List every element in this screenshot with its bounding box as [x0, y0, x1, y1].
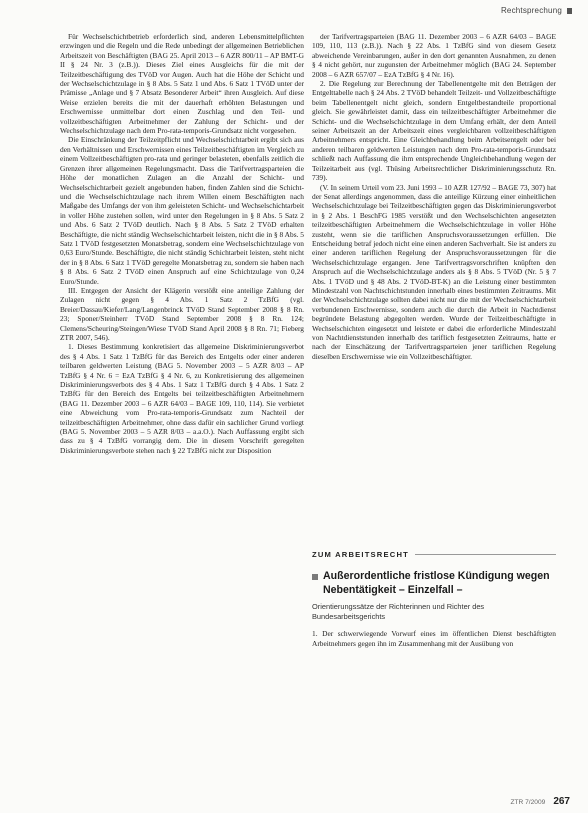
article-title-row	[312, 570, 556, 597]
article-body: 1. Der schwerwiegende Vorwurf eines im öffentlichen Dienst beschäftigten Arbeitnehmers gegen ihn im Zusammenhang mit der Ausübung von	[312, 629, 556, 648]
page-footer	[510, 796, 570, 807]
paragraph: III. Entgegen der Ansicht der Klägerin verstößt eine anteilige Zahlung der Zulagen nicht gegen § 4 Abs. 1 Satz 2 TzBfG (vgl. Breier/Dassau/Kiefer/Lang/Langenbrinck TVöD Stand September 2008 § 8 Rn. 23; Sponer/Steinherr TVöD Stand September 2008 § 8 Rn. 124; Clemens/Scheuring/Steingen/Wiese TVöD Stand April 2008 § 8 Rn. 71; Fieberg ZTR 2007, 546).	[60, 285, 304, 342]
square-bullet-icon	[312, 574, 318, 580]
page-number: 267	[553, 796, 570, 807]
paragraph: 1. Dieses Bestimmung konkretisiert das allgemeine Diskriminierungsverbot des § 4 Abs. 1 Satz 1 TzBfG für das Bereich des Entgelts oder einer anderen teilbaren geldwerten Leistung (BAG 5. November 2003 – 5 AZR 8/03 – AP TzBfG § 4 Nr. 6 = EzA TzBfG § 4 Nr. 6, zu Konkretisierung des allgemeinen Diskriminierungsverbots des § 4 Abs. 1 Satz 1 TzBfG durch § 4 Abs. 1 Satz 2 TzBfG für den Bereich des Entgelts bei teilzeitbeschäftigten Arbeitnehmern (BAG 11. Dezember 2003 – 6 AZR 64/03 – BAGE 109, 110, 114). Sie verbietet eine Abweichung vom Pro-rata-temporis-Grundsatz zum Nachteil der teilzeitbeschäftigten Arbeitnehmer, ohne dass dafür ein sachlicher Grund vorliegt (BAG 5. November 2003 – 5 AZR 8/03 – a.a.O.). Nach Auffassung ergibt sich dass zu § 4 TzBfG vorrangig dem. Die in diesem Vorschrift geregelten Diskriminierungsverbote stehen nach § 22 TzBfG nicht zur Disposition	[60, 342, 304, 455]
article-title: Außerordentliche fristlose Kündigung wegen Nebentätigkeit – Einzelfall –	[323, 570, 550, 596]
paragraph: Für Wechselschichtbetrieb erforderlich sind, anderen Lebensmittelpflichten erzwingen und die Regeln und die Rede unbedingt der allgemeinen Betrieblichen Arbeitszeit von Beschäftigten (BAG 25. April 2013 – 6 AZR 800/11 – AP BMT-G II § 24 Nr. 3 (z.B.)). Dieses Ziel eines Ausgleichs für die mit der Teilzeitbeschäftigung des TVöD vor Augen. Auch hat die Höhe der Schicht und der Wechselschichtzulage in § 8 Abs. 5 Satz 1 und Abs. 6 Satz 1 TVöD unter der Prämisse „Anlage und § 7 Absatz Besonderer Arbeit“ ihren Ausgleich. Auf diese Weise erzielen bereits die mit der dauerhaft erhöhten Belastungen und Erschwernisse unmittelbar dort einen Zuschlag und den Teil- und vollzeitbeschäftigten Arbeitnehmer der Zahlung der Schicht- und der Wechselschichtzulage nach dem Pro-rata-temporis-Grundsatz nicht vorgesehen.	[60, 32, 304, 136]
paragraph: (V. In seinem Urteil vom 23. Juni 1993 – 10 AZR 127/92 – BAGE 73, 307) hat der Senat allerdings angenommen, dass die anteilige Kürzung einer einheitlichen Wechselschichtzulage bei Teilzeitbeschäftigten gegen das Diskriminierungsverbot in § 2 Abs. 1 BeschFG 1985 verstößt und den Wechselschichten angesetzten teilzeitbeschäftigten Arbeitnehmern die Wechselschichtzulage in voller Höhe zusteht, wenn sie die tariflichen Anspruchsvoraussetzungen erfüllen. Die Entscheidung betraf jedoch nicht eine einen anderen Sachverhalt. Sie ist anders zu einer anderen tariflichen Regelung der Anspruchsvoraussetzungen für die Wechselschichtzulage ergangen. Jene Tarifvertragsvorschriften knüpften den Anspruch auf die Wechselschichtzulage anders als § 8 Abs. 5 TVöD (Nr. 5 § 7 Abs. 1 TVöD und § 48 Abs. 2 TVöD-BT-K) an die Leistung einer bestimmten Mindestzahl von Nachtschichtstunden innerhalb eines bestimmten Zeitraums. Mit der Wechselschichtzulage sollten dabei nicht nur die mit der Wechselschichtarbeit verbundenen Erschwernisse, sondern auch die durch die Arbeit in Nachtdienst begründete Belastung abgegolten werden. Wurde der Teilzeitbeschäftigte in Wechselschichten eingesetzt und leistete er dabei die erforderliche Mindestzahl von Nachtdienststunden innerhalb des tariflich festgesetzten Zeitraums, hatte er nach der Einschätzung der Tarifvertragsparteien jener tariflichen Regelung dieselben Erschwernisse wie ein Vollzeitbeschäftigter.	[312, 182, 556, 361]
header-section-label: Rechtsprechung	[500, 6, 562, 15]
paragraph: der Tarifvertragsparteien (BAG 11. Dezember 2003 – 6 AZR 64/03 – BAGE 109, 110, 113 (z.B.)). Nach § 22 Abs. 1 TzBfG sind von diesem Gesetz abweichende Vereinbarungen, außer in den dort genannten Ausnahmen, zu denen § 4 nicht gehört, nur zugunsten der Arbeitnehmer möglich (BAG 24. September 2008 – 6 AZR 657/07 – EzA TzBfG § 4 Nr. 16).	[312, 32, 556, 79]
left-text-column	[60, 32, 304, 455]
paragraph: 2. Die Regelung zur Berechnung der Tabellenentgelte mit den Beträgen der Entgelttabelle nach § 24 Abs. 2 TVöD behandelt Teilzeit- und Vollzeitbeschäftigte beim Tabellenentgelt nicht gleich, sondern Entgeltbestandteile proportional gleich. Sie gewährleistet damit, dass ein teilzeitbeschäftigter Arbeitnehmer die Schicht- und die Wechselschichtzulage in dem Umfang erhält, der dem Anteil seiner Arbeitszeit an der Arbeitszeit eines vergleichbaren vollzeitbeschäftigten Arbeitnehmers entspricht. Eine Gleichbehandlung beim Arbeitsentgelt oder bei anderen teilbaren geldwerten Leistungen nach dem Pro-rata-temporis-Grundsatz schließt nach Auffassung die ihm entsprechende Ungleichbehandlung wegen der Teilzeitarbeit aus (vgl. Thüsing Arbeitsrechtlicher Diskriminierungsschutz Rn. 739).	[312, 79, 556, 183]
section-label: ZUM ARBEITSRECHT	[312, 549, 409, 559]
journal-issue: ZTR 7/2009	[510, 799, 546, 806]
paragraph: Die Einschränkung der Teilzeitpflicht und Wechselschichtarbeit ergibt sich aus den Verhältnissen und Erschwernissen eines Teilzeitbeschäftigten im Vergleich zu einem Vollzeitbeschäftigten pro-rata und geringer belasteten, ebenfalls zeitlich die Grenzen ihrer allgemeinen Regelungsmacht. Dass die Tarifvertragsparteien die Höhe der monatlichen Zulagen an die Anzahl der Schicht- und Wechselschichtarbeit gezielt angebunden haben, finden Zahlen sind die Schicht- und die Wechselschichtzulage nach ihrem Willen einem Beschäftigten nach Maßgabe des Umfangs der von ihm geleisteten Schicht- und Wechselschichtarbeit in voller Höhe zustehen sollen, wird unter den Regelungen in § 8 Abs. 5 Satz 2 und Abs. 6 Satz 2 TVöD deutlich. Nach § 8 Abs. 5 Satz 2 TVöD erhalten Beschäftigte, die nicht ständig Wechselschichtarbeit leisten, nicht die in § 8 Abs. 5 Satz 1 TVöD festgesetzten Monatsbetrag, sondern eine Wechselschichtzulage von 0,63 Euro/Stunde. Beschäftigte, die nicht ständig Schichtarbeit leisten, steht nicht der in § 8 Abs. 6 Satz 1 TVöD geregelte Monatsbetrag zu, sondern sie haben nach § 8 Abs. 6 Satz 2 TVöD einen Anspruch auf eine Schichtzulage von 0,24 Euro/Stunde.	[60, 135, 304, 286]
running-header	[40, 6, 572, 18]
section-heading	[312, 548, 556, 560]
right-text-column	[312, 32, 556, 361]
header-marker-block	[567, 8, 572, 14]
section-block	[312, 548, 556, 648]
section-rule	[415, 554, 556, 555]
article-subtitle: Orientierungssätze der Richterinnen und Richter des Bundesarbeitsgerichts	[312, 602, 485, 621]
